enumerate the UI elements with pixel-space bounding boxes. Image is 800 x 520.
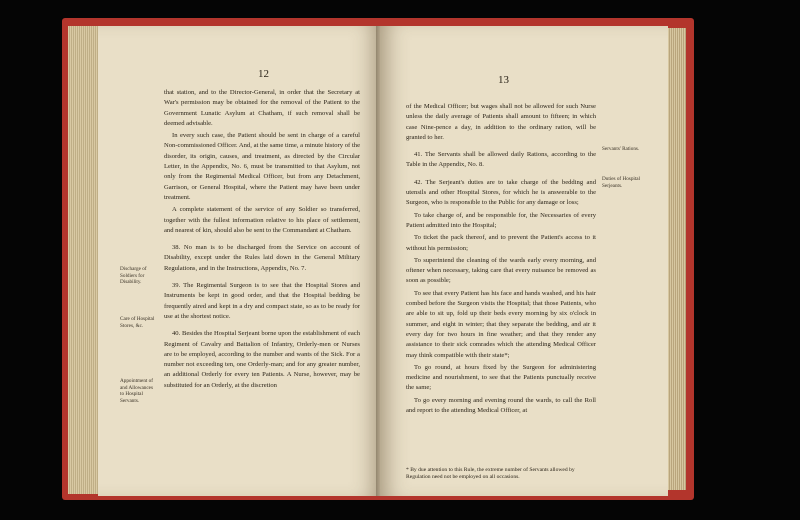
left-page (98, 26, 380, 496)
paragraph: To go round, at hours fixed by the Surgeon for administering medicine and nourishment, to see that the Patients punctually receive the same; (406, 363, 596, 392)
open-book (62, 18, 694, 500)
margin-note-discharge: Discharge of Soldiers for Disability. (120, 266, 147, 286)
paragraph-40: 40. Besides the Hospital Serjeant borne upon the establishment of each Regiment of Cavalry and Battalion of Infantry, Orderly-men or Nurses are to be employed, according to the number and wants of the Sick. For a number not exceeding ten, one Orderly-man; and for any greater number, an additional Orderly for every ten Patients. A Nurse, however, may be substituted for an Orderly, at the discretion (164, 330, 360, 389)
paragraph: To see that every Patient has his face and hands washed, and his hair combed before the Surgeon visits the Hospital; that those Patients, who are able to sit up, fold up their beds every morning by six o'clock in summer, and eight in winter; that they separate the bedding, and air it every day for two hours in fine weather; and that they render any assistance to their sick comrades which the attending Medical Officer may think compatible with their state*; (406, 289, 596, 359)
paragraph: To take charge of, and be responsible for, the Necessaries of every Patient admitted into the Hospital; (406, 211, 596, 229)
right-page (380, 26, 668, 496)
footnote: * By due attention to this Rule, the extreme number of Servants allowed by Regulation need not be employed on all occasions. (406, 467, 575, 481)
margin-note-servants: Appointment of and Allowances to Hospital Servants. (120, 378, 153, 404)
page-number-left: 12 (258, 68, 269, 80)
paragraph-38: 38. No man is to be discharged from the Service on account of Disability, except under the Rules laid down in the General Military Regulations, and in the Instructions, Appendix, No. 7. (164, 244, 360, 272)
margin-note-rations: Servants' Rations. (602, 146, 640, 152)
paragraph: To go every morning and evening round the wards, to call the Roll and report to the attending Medical Officer, at (406, 396, 596, 415)
paragraph-42: 42. The Serjeant's duties are to take charge of the bedding and utensils and other Hospital Stores, for which he is answerable to the Surgeon, who is responsible to the Public for any damage or loss; (406, 178, 596, 207)
paragraph: of the Medical Officer; but wages shall not be allowed for such Nurse unless the daily average of Patients shall amount to fifteen; in which case Nine-pence a day, in addition to the ordinary ration, will be granted to her. (406, 103, 596, 141)
paragraph-41: 41. The Servants shall be allowed daily Rations, according to the Table in the Appendix, No. 8. (406, 151, 596, 169)
margin-note-stores: Care of Hospital Stores, &c. (120, 316, 155, 329)
paragraph: In every such case, the Patient should be sent in charge of a careful Non-commissioned Officer. And, at the same time, a minute history of the disorder, its origin, causes, and treatment, as directed by the Circular Letter, in the Appendix, No. 6, must be transmitted to that Asylum, not only from the Regimental Medical Officer, but from any Detachment, Garrison, or General Hospital, where the Patient may have been under treatment. (164, 132, 360, 201)
paragraph: A complete statement of the service of any Soldier so transferred, together with the fullest information relative to his place of settlement, and nearest of kin, should also be sent to the Commandant at Chatham. (164, 206, 360, 234)
page-number-right: 13 (498, 74, 509, 86)
paragraph-39: 39. The Regimental Surgeon is to see that the Hospital Stores and Instruments be kept in good order, and that the Hospital bedding be frequently aired and kept in a dry and compact state, so as to be ready for use at the shortest notice. (164, 282, 360, 320)
paragraph: To superintend the cleaning of the wards early every morning, and oftener when necessary, taking care that every nuisance be removed as soon as possible; (406, 256, 596, 285)
paragraph: To ticket the pack thereof, and to prevent the Patient's access to it without his permission; (406, 234, 596, 252)
paragraph: that station, and to the Director-General, in order that the Secretary at War's permission may be obtained for the removal of the Patient to the Government Lunatic Asylum at Chatham, if such removal shall be deemed advisable. (164, 89, 360, 127)
page-edges-left (68, 26, 102, 494)
left-page-body (164, 88, 360, 393)
margin-note-serjeant-duties: Duties of Hospital Serjeants. (602, 176, 641, 189)
right-page-body (406, 102, 596, 418)
